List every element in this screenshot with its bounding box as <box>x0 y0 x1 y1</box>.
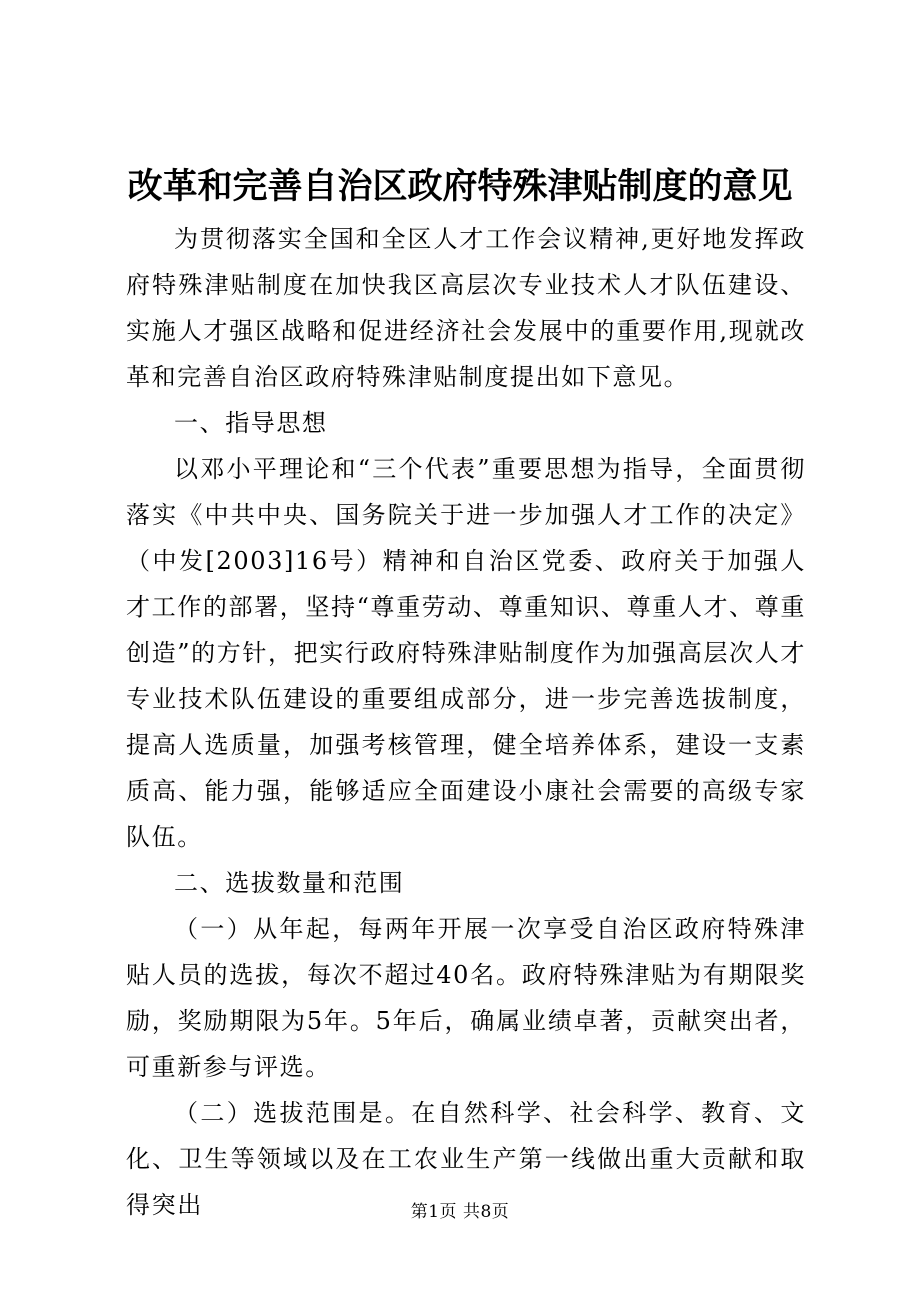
section-heading-selection-scope: 二、选拔数量和范围 <box>174 869 405 897</box>
document-body <box>126 216 806 1228</box>
page-footer: 第1页 共8页 <box>410 1202 510 1222</box>
paragraph-guiding-ideology: 以邓小平理论和“三个代表”重要思想为指导，全面贯彻落实《中共中央、国务院关于进一步加强人才工作的决定》（中发[2003]16号）精神和自治区党委、政府关于加强人才工作的部署，坚持“尊重劳动、尊重知识、尊重人才、尊重创造”的方针，把实行政府特殊津贴制度作为加强高层次人才专业技术队伍建设的重要组成部分，进一步完善选拔制度，提高人选质量，加强考核管理，健全培养体系，建设一支素质高、能力强，能够适应全面建设小康社会需要的高级专家队伍。 <box>126 455 806 851</box>
paragraph-selection-range: （二）选拔范围是。在自然科学、社会科学、教育、文化、卫生等领域以及在工农业生产第一线做出重大贡献和取得突出 <box>126 1099 806 1219</box>
document-title: 改革和完善自治区政府特殊津贴制度的意见 <box>127 166 793 207</box>
paragraph-intro: 为贯彻落实全国和全区人才工作会议精神,更好地发挥政府特殊津贴制度在加快我区高层次专业技术人才队伍建设、实施人才强区战略和促进经济社会发展中的重要作用,现就改革和完善自治区政府特殊津贴制度提出如下意见。 <box>126 225 806 391</box>
section-heading-guiding-ideology: 一、指导思想 <box>174 409 328 437</box>
paragraph-selection-quantity: （一）从年起，每两年开展一次享受自治区政府特殊津贴人员的选拔，每次不超过40名。政府特殊津贴为有期限奖励，奖励期限为5年。5年后，确属业绩卓著，贡献突出者，可重新参与评选。 <box>126 915 806 1081</box>
